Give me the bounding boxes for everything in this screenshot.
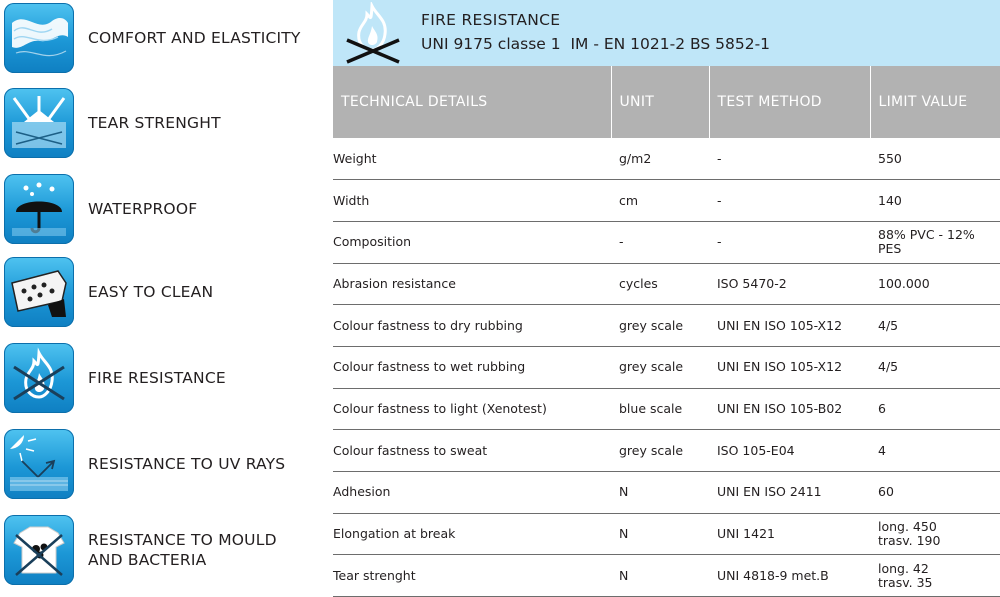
limit-value-cell [870, 472, 1000, 514]
unit-cell: g/m2 [611, 138, 709, 180]
unit-cell: grey scale [611, 305, 709, 347]
feature-label: EASY TO CLEAN [88, 283, 214, 301]
technical-panel [333, 0, 1000, 597]
feature-tear-strength [4, 87, 314, 159]
limit-value-line: long. 42 [878, 560, 929, 576]
limit-value-line: 140 [878, 192, 902, 208]
parameter-cell: Weight [333, 138, 611, 180]
table-row [333, 430, 1000, 472]
table-row [333, 221, 1000, 263]
feature-easy-to-clean [4, 256, 314, 328]
sun-rays-icon [4, 429, 74, 499]
test-method-cell: UNI 4818-9 met.B [709, 555, 870, 597]
test-method-cell: UNI EN ISO 105-B02 [709, 388, 870, 430]
feature-uv-resistance [4, 428, 314, 500]
limit-value-cell [870, 513, 1000, 555]
fire-resistance-title: FIRE RESISTANCE [421, 11, 561, 29]
test-method-cell: UNI EN ISO 105-X12 [709, 346, 870, 388]
header-unit: UNIT [611, 66, 709, 138]
test-method-cell: UNI EN ISO 2411 [709, 472, 870, 514]
table-header-row [333, 66, 1000, 138]
unit-cell: cycles [611, 263, 709, 305]
parameter-cell: Tear strenght [333, 555, 611, 597]
table-row [333, 513, 1000, 555]
test-method-cell: - [709, 180, 870, 222]
unit-cell: N [611, 472, 709, 514]
parameter-cell: Elongation at break [333, 513, 611, 555]
feature-label: TEAR STRENGHT [88, 114, 221, 132]
limit-value-line: 100.000 [878, 275, 930, 291]
crossed-bacteria-icon [4, 515, 74, 585]
sponge-icon [4, 257, 74, 327]
feature-label: FIRE RESISTANCE [88, 369, 226, 387]
unit-cell: N [611, 555, 709, 597]
test-method-cell: UNI EN ISO 105-X12 [709, 305, 870, 347]
limit-value-line: long. 450 [878, 519, 937, 535]
table-row [333, 388, 1000, 430]
feature-waterproof [4, 173, 314, 245]
parameter-cell: Colour fastness to sweat [333, 430, 611, 472]
unit-cell: grey scale [611, 430, 709, 472]
limit-value-cell [870, 430, 1000, 472]
unit-cell: cm [611, 180, 709, 222]
limit-value-cell [870, 221, 1000, 263]
table-row [333, 138, 1000, 180]
table-row [333, 472, 1000, 514]
feature-comfort-elasticity [4, 2, 314, 74]
parameter-cell: Width [333, 180, 611, 222]
test-method-cell: UNI 1421 [709, 513, 870, 555]
feature-fire-resistance [4, 342, 314, 414]
header-test-method: TEST METHOD [709, 66, 870, 138]
feature-mould-bacteria [4, 514, 314, 586]
unit-cell: grey scale [611, 346, 709, 388]
limit-value-line: trasv. 190 [878, 533, 941, 549]
table-row [333, 305, 1000, 347]
limit-value-cell [870, 305, 1000, 347]
table-row [333, 263, 1000, 305]
parameter-cell: Colour fastness to light (Xenotest) [333, 388, 611, 430]
elastic-fabric-icon [4, 3, 74, 73]
crossed-flame-icon [4, 343, 74, 413]
feature-label: WATERPROOF [88, 200, 198, 218]
features-list [0, 0, 320, 597]
limit-value-line: 4/5 [878, 359, 899, 375]
parameter-cell: Abrasion resistance [333, 263, 611, 305]
limit-value-cell [870, 263, 1000, 305]
table-row [333, 555, 1000, 597]
table-row [333, 180, 1000, 222]
limit-value-line: 4 [878, 442, 886, 458]
limit-value-line: 6 [878, 400, 886, 416]
feature-label: RESISTANCE TO UV RAYS [88, 455, 286, 473]
unit-cell: - [611, 221, 709, 263]
parameter-cell: Colour fastness to dry rubbing [333, 305, 611, 347]
unit-cell: blue scale [611, 388, 709, 430]
feature-label: RESISTANCE TO MOULD AND BACTERIA [88, 531, 277, 569]
fire-resistance-header [333, 0, 1000, 66]
limit-value-cell [870, 388, 1000, 430]
limit-value-line: 550 [878, 150, 902, 166]
limit-value-line: 60 [878, 484, 894, 500]
feature-label: COMFORT AND ELASTICITY [88, 29, 301, 47]
table-row [333, 346, 1000, 388]
parameter-cell: Adhesion [333, 472, 611, 514]
limit-value-cell [870, 180, 1000, 222]
torn-fabric-icon [4, 88, 74, 158]
limit-value-line: 4/5 [878, 317, 899, 333]
test-method-cell: - [709, 221, 870, 263]
test-method-cell: ISO 5470-2 [709, 263, 870, 305]
header-technical-details: TECHNICAL DETAILS [333, 66, 611, 138]
parameter-cell: Composition [333, 221, 611, 263]
technical-details-table [333, 66, 1000, 597]
fire-resistance-standards: UNI 9175 classe 1 IM - EN 1021-2 BS 5852-1 [421, 35, 771, 53]
limit-value-line: trasv. 35 [878, 574, 933, 590]
test-method-cell: - [709, 138, 870, 180]
limit-value-cell [870, 138, 1000, 180]
limit-value-cell [870, 555, 1000, 597]
unit-cell: N [611, 513, 709, 555]
limit-value-line: 88% PVC - 12% PES [878, 227, 975, 257]
umbrella-icon [4, 174, 74, 244]
test-method-cell: ISO 105-E04 [709, 430, 870, 472]
header-limit-value: LIMIT VALUE [870, 66, 1000, 138]
parameter-cell: Colour fastness to wet rubbing [333, 346, 611, 388]
crossed-flame-icon [341, 2, 403, 64]
limit-value-cell [870, 346, 1000, 388]
